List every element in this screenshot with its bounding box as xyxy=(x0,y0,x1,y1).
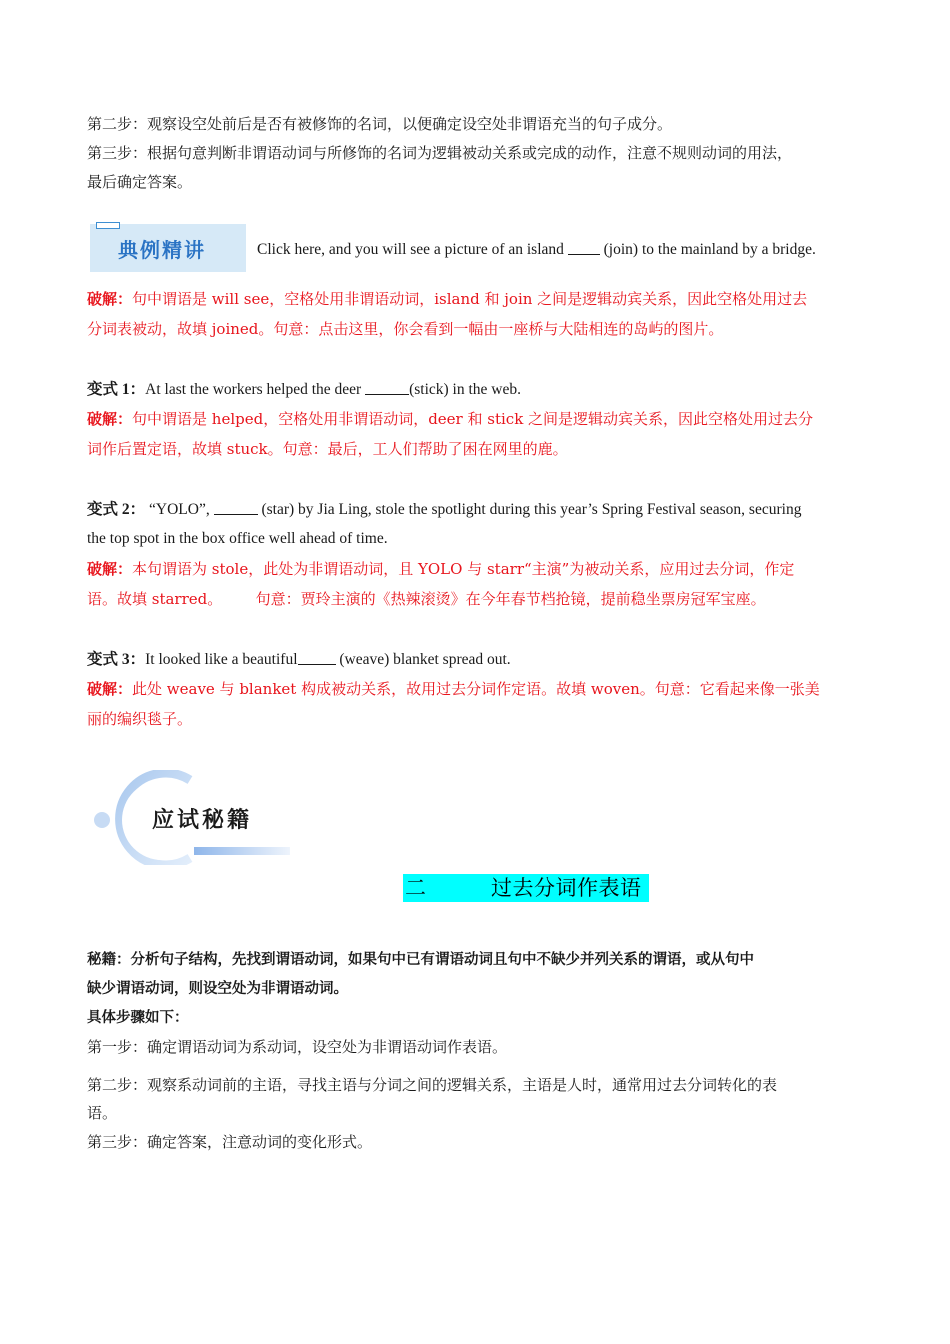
example-analysis-line1: 破解：句中谓语是 will see，空格处用非谓语动词，island 和 join 之间是逻辑动宾关系，因此空格处用过去 xyxy=(87,290,808,308)
variant3-analysis-line1: 破解：此处 weave 与 blanket 构成被动关系，故用过去分词作定语。故填 woven。句意：它看起来像一张美 xyxy=(87,680,820,698)
answer-blank xyxy=(365,380,409,395)
step2-text: 第二步：观察设空处前后是否有被修饰的名词，以便确定设空处非谓语充当的句子成分。 xyxy=(87,115,673,133)
tips-banner-label: 应试秘籍 xyxy=(152,808,253,833)
answer-blank xyxy=(298,650,336,665)
secret-line2: 缺少谓语动词，则设空处为非谓语动词。 xyxy=(87,981,348,997)
secret-step2-line1: 第二步：观察系动词前的主语，寻找主语与分词之间的逻辑关系，主语是人时，通常用过去分词转化的表 xyxy=(87,1076,778,1094)
variant2-sentence-line2: the top spot in the box office well ahead of time. xyxy=(87,530,388,547)
section-number: 二 xyxy=(405,876,426,900)
variant3-sentence: 变式 3：It looked like a beautiful (weave) blanket spread out. xyxy=(87,651,511,668)
variant1-sentence: 变式 1：At last the workers helped the deer (stick) in the web. xyxy=(87,381,521,398)
answer-blank xyxy=(568,240,600,255)
step3-text-line2: 最后确定答案。 xyxy=(87,173,193,191)
secret-step1: 第一步：确定谓语动词为系动词，设空处为非谓语动词作表语。 xyxy=(87,1038,508,1056)
example-sentence: Click here, and you will see a picture of an island (join) to the mainland by a bridge. xyxy=(257,241,816,258)
secret-line1: 秘籍：分析句子结构，先找到谓语动词，如果句中已有谓语动词且句中不缺少并列关系的谓语，或从句中 xyxy=(87,952,754,968)
secret-step2-line2: 语。 xyxy=(87,1104,118,1122)
secret-step3: 第三步：确定答案，注意动词的变化形式。 xyxy=(87,1133,373,1151)
steps-heading: 具体步骤如下： xyxy=(87,1010,189,1026)
section-title: 过去分词作表语 xyxy=(491,876,642,900)
underline-bar xyxy=(194,847,290,855)
example-badge-label: 典例精讲 xyxy=(118,238,206,262)
variant3-analysis-line2: 丽的编织毯子。 xyxy=(87,710,193,728)
variant2-analysis-line1: 破解：本句谓语为 stole，此处为非谓语动词，且 YOLO 与 starr“主演”为被动关系，应用过去分词，作定 xyxy=(87,560,795,578)
variant2-sentence-line1: 变式 2： “YOLO”, (star) by Jia Ling, stole the spotlight during this year’s Spring Festival season, securing xyxy=(87,501,802,518)
variant1-analysis-line2: 词作后置定语，故填 stuck。句意：最后，工人们帮助了困在网里的鹿。 xyxy=(87,440,568,458)
step3-text-line1: 第三步：根据句意判断非谓语动词与所修饰的名词为逻辑被动关系或完成的动作，注意不规则动词的用法， xyxy=(87,144,793,162)
dot-icon xyxy=(94,812,110,828)
badge-tab-icon xyxy=(96,222,120,229)
section-heading xyxy=(403,874,649,902)
variant2-analysis-line2: 语。故填 starred。 句意：贾玲主演的《热辣滚烫》在今年春节档抢镜，提前稳坐票房冠军宝座。 xyxy=(87,590,766,608)
example-analysis-line2: 分词表被动，故填 joined。句意：点击这里，你会看到一幅由一座桥与大陆相连的岛屿的图片。 xyxy=(87,320,724,338)
answer-blank xyxy=(214,500,258,515)
variant1-analysis-line1: 破解：句中谓语是 helped，空格处用非谓语动词，deer 和 stick 之间是逻辑动宾关系，因此空格处用过去分 xyxy=(87,410,814,428)
